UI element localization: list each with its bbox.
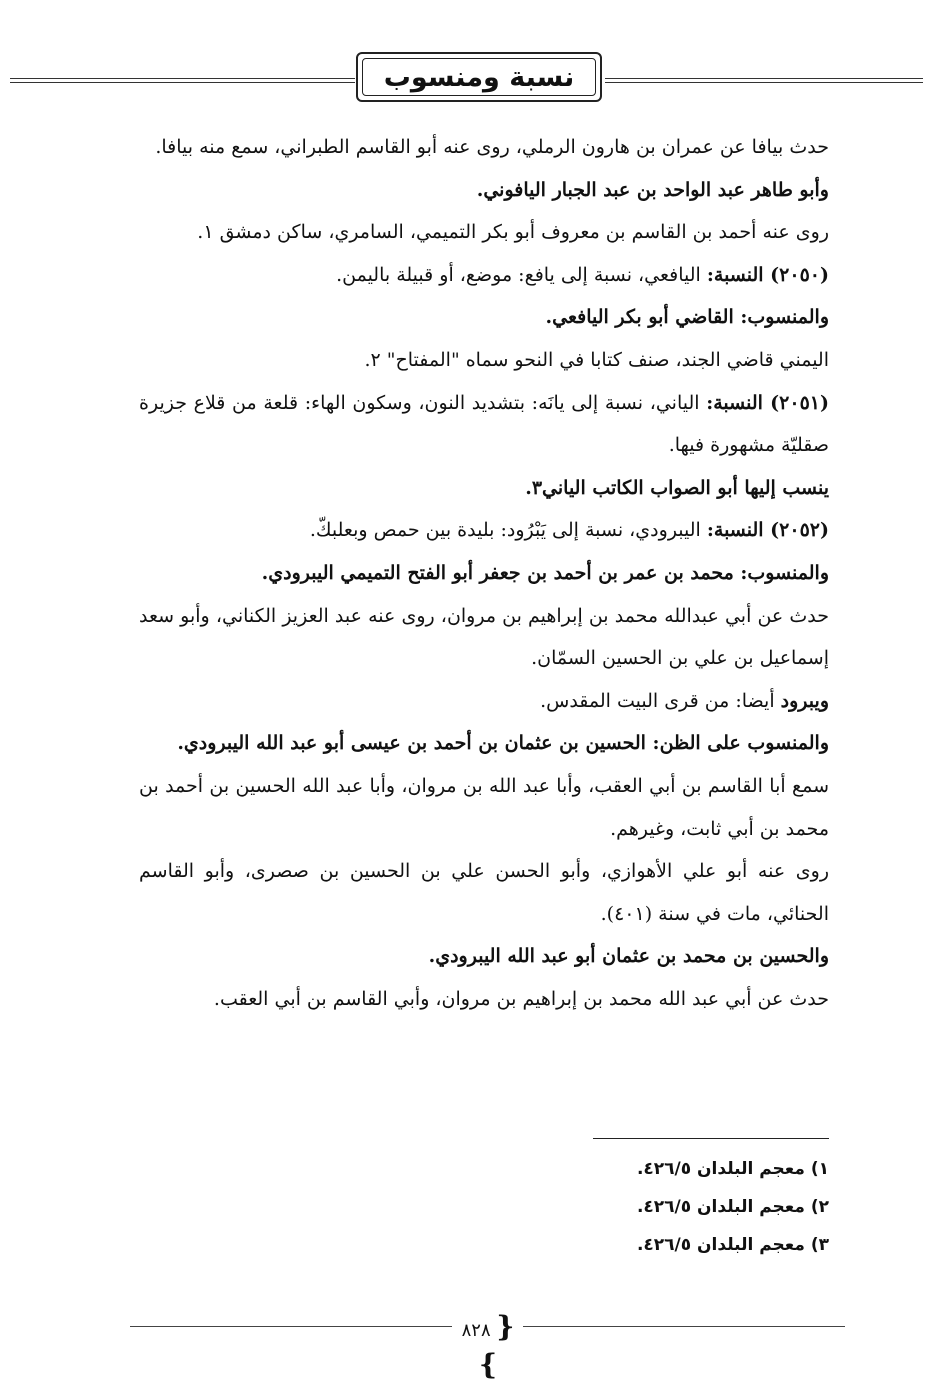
paragraph-bold-text: ينسب إليها أبو الصواب الكاتب الياني٣.	[525, 476, 829, 499]
page-footer	[130, 1310, 845, 1381]
paragraph	[139, 169, 829, 212]
footnote-item: ١) معجم البلدان ٤٢٦/٥.	[636, 1159, 829, 1179]
paragraph	[139, 254, 829, 297]
paragraph-bold-text: (٢٠٥٢) النسبة:	[706, 519, 829, 542]
paragraph	[139, 467, 829, 510]
paragraph-bold-text: والحسين بن محمد بن عثمان أبو عبد الله اليبرودي.	[428, 945, 829, 968]
footnote-item: ٢) معجم البلدان ٤٢٦/٥.	[636, 1197, 829, 1217]
paragraph-text: اليبرودي، نسبة إلى يَبْرُود: بليدة بين حمص وبعلبكّ.	[309, 519, 707, 542]
main-text	[139, 126, 829, 1020]
brace-close-icon: }	[478, 1348, 497, 1381]
paragraph-text: حدث بيافا عن عمران بن هارون الرملي، روى عنه أبو القاسم الطبراني، سمع منه بيافا.	[155, 136, 829, 158]
paragraph	[139, 680, 829, 723]
paragraph-text: حدث عن أبي عبدالله محمد بن إبراهيم بن مروان، روى عنه عبد العزيز الكناني، وأبو سعد إسماعيل بن علي بن الحسين السمّان.	[139, 604, 829, 670]
paragraph-text: أيضا: من قرى البيت المقدس.	[540, 689, 781, 712]
paragraph-bold-text: ويبرود	[780, 689, 829, 712]
paragraph-text: سمع أبا القاسم بن أبي العقب، وأبا عبد الله بن مروان، وأبا عبد الله الحسين بن أحمد بن محمد بن أبي ثابت، وغيرهم.	[139, 774, 829, 840]
paragraph	[139, 126, 829, 169]
paragraph-text: روى عنه أبو علي الأهوازي، وأبو الحسن علي بن الحسين بن صصرى، وأبو القاسم الحنائي، مات في سنة (٤٠١).	[139, 860, 829, 925]
page-header	[10, 52, 923, 108]
paragraph-text: اليافعي، نسبة إلى يافع: موضع، أو قبيلة باليمن.	[336, 263, 707, 286]
page-number	[452, 1310, 524, 1386]
paragraph-bold-text: والمنسوب: محمد بن عمر بن أحمد بن جعفر أبو الفتح التميمي اليبرودي.	[261, 561, 829, 584]
paragraph	[139, 978, 829, 1021]
paragraph	[139, 296, 829, 339]
paragraph	[139, 850, 829, 935]
footnote-item: ٣) معجم البلدان ٤٢٦/٥.	[636, 1235, 829, 1255]
paragraph-text: روى عنه أحمد بن القاسم بن معروف أبو بكر التميمي، السامري، ساكن دمشق ١.	[197, 221, 829, 244]
paragraph-bold-text: وأبو طاهر عبد الواحد بن عبد الجبار اليافوني.	[476, 178, 829, 201]
running-title: نسبة ومنسوب	[383, 61, 575, 93]
page-number-text: ٨٢٨	[461, 1320, 491, 1341]
footnote-separator	[593, 1138, 829, 1139]
header-rule-right	[605, 78, 923, 83]
footnotes	[429, 1150, 829, 1264]
paragraph	[139, 211, 829, 254]
paragraph	[139, 935, 829, 978]
paragraph-bold-text: والمنسوب على الظن: الحسين بن عثمان بن أحمد بن عيسى أبو عبد الله اليبرودي.	[177, 732, 829, 755]
paragraph	[139, 382, 829, 467]
paragraph	[139, 595, 829, 680]
paragraph	[139, 765, 829, 850]
footer-rule-right	[523, 1326, 845, 1327]
brace-open-icon: {	[496, 1310, 515, 1343]
paragraph-bold-text: (٢٠٥١) النسبة:	[706, 391, 829, 414]
paragraph-bold-text: والمنسوب: القاضي أبو بكر اليافعي.	[545, 306, 829, 329]
paragraph-text: اليمني قاضي الجند، صنف كتابا في النحو سماه "المفتاح" ٢.	[364, 348, 829, 371]
paragraph	[139, 552, 829, 595]
paragraph-text: حدث عن أبي عبد الله محمد بن إبراهيم بن مروان، وأبي القاسم بن أبي العقب.	[213, 987, 829, 1010]
paragraph	[139, 722, 829, 765]
paragraph-text: الياني، نسبة إلى يانَه: بتشديد النون، وسكون الهاء: قلعة من قلاع جزيرة صقليّة مشهورة فيها.	[139, 391, 829, 457]
footer-rule-left	[130, 1326, 452, 1327]
paragraph-bold-text: (٢٠٥٠) النسبة:	[706, 263, 829, 286]
header-rule-left	[10, 78, 355, 83]
paragraph	[139, 509, 829, 552]
header-title-box	[356, 52, 602, 102]
paragraph	[139, 339, 829, 382]
